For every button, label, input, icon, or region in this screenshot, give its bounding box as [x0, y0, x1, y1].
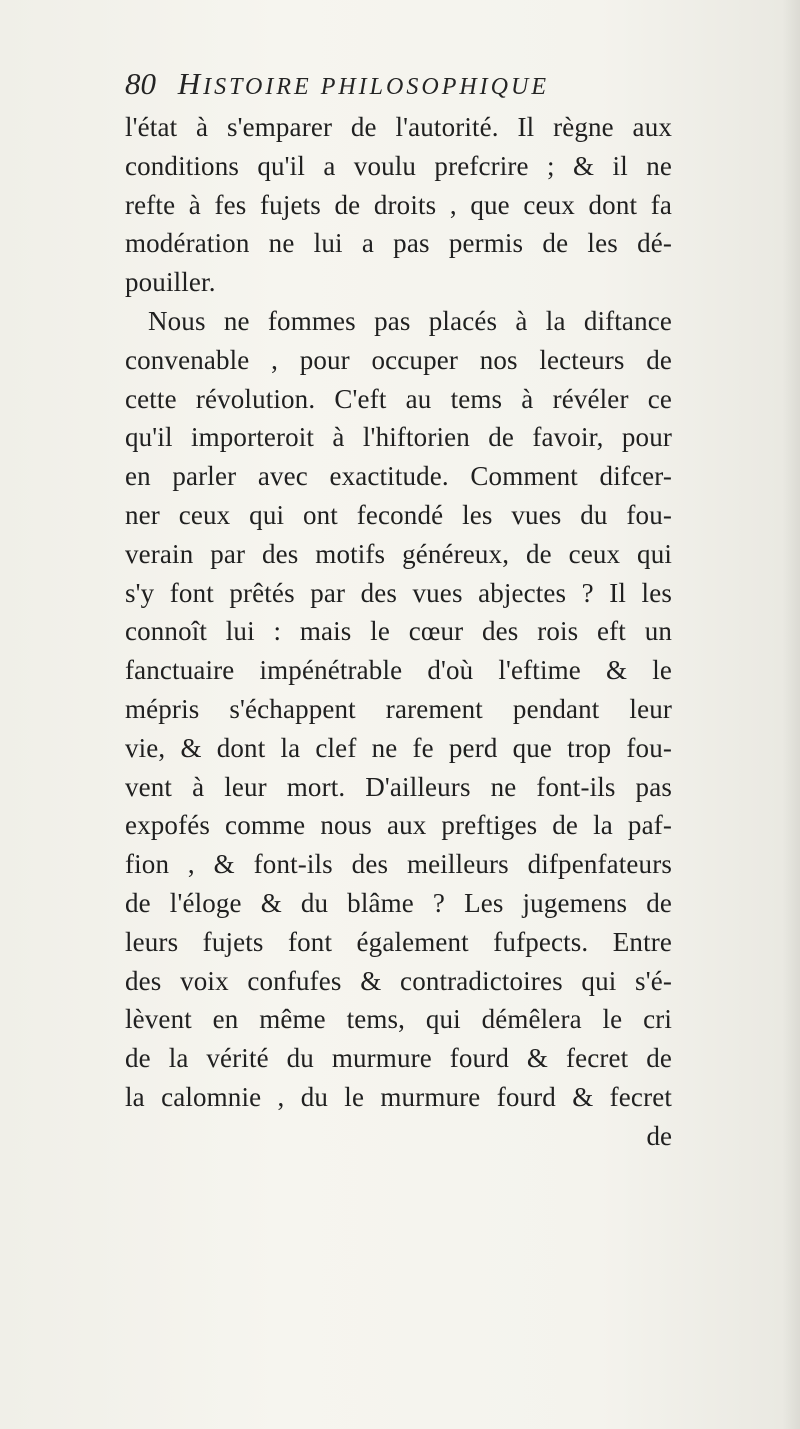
text-line: fanctuaire impénétrable d'où l'eftime & le	[125, 655, 672, 686]
running-title-rest: ISTOIRE PHILOSOPHIQUE	[203, 74, 549, 100]
catchword: de	[646, 1120, 672, 1151]
text-line: expofés comme nous aux preftiges de la paf-	[125, 810, 672, 841]
paragraph-end-line: pouiller.	[125, 267, 216, 298]
text-line: vent à leur mort. D'ailleurs ne font-ils pas	[125, 771, 672, 802]
text-line: refte à fes fujets de droits , que ceux dont fa	[125, 189, 672, 220]
text-line: qu'il importeroit à l'hiftorien de favoir, pour	[125, 422, 672, 453]
text-line: modération ne lui a pas permis de les dé-	[125, 228, 672, 259]
text-line: vie, & dont la clef ne fe perd que trop fou-	[125, 732, 672, 763]
page-number: 80	[125, 66, 156, 101]
text-line: convenable , pour occuper nos lecteurs de	[125, 344, 672, 375]
text-line: conditions qu'il a voulu prefcrire ; & il ne	[125, 150, 672, 181]
body-text	[125, 108, 672, 1156]
text-line: la calomnie , du le murmure fourd & fecret	[125, 1081, 672, 1112]
text-line: en parler avec exactitude. Comment difcer-	[125, 461, 672, 492]
text-line: cette révolution. C'eft au tems à révéler ce	[125, 383, 672, 414]
text-line: des voix confufes & contradictoires qui s'é-	[125, 965, 672, 996]
text-line: s'y font prêtés par des vues abjectes ? Il les	[125, 577, 672, 608]
text-line: de l'éloge & du blâme ? Les jugemens de	[125, 887, 672, 918]
text-line: leurs fujets font également fufpects. Entre	[125, 926, 672, 957]
text-line: ner ceux qui ont fecondé les vues du fou-	[125, 499, 672, 530]
paragraph-start-line: Nous ne fommes pas placés à la diftance	[148, 305, 672, 336]
text-line: de la vérité du murmure fourd & fecret de	[125, 1043, 672, 1074]
running-head	[125, 62, 645, 106]
page-edge-shadow	[782, 0, 800, 1429]
text-line: verain par des motifs généreux, de ceux qui	[125, 538, 672, 569]
running-title-initial: H	[177, 66, 204, 101]
text-line: fion , & font-ils des meilleurs difpenfateurs	[125, 849, 672, 880]
text-line: connoît lui : mais le cœur des rois eft un	[125, 616, 672, 647]
text-line: lèvent en même tems, qui démêlera le cri	[125, 1004, 672, 1035]
text-line: l'état à s'emparer de l'autorité. Il règne aux	[125, 112, 672, 142]
running-title	[178, 62, 549, 109]
text-line: mépris s'échappent rarement pendant leur	[125, 693, 672, 724]
